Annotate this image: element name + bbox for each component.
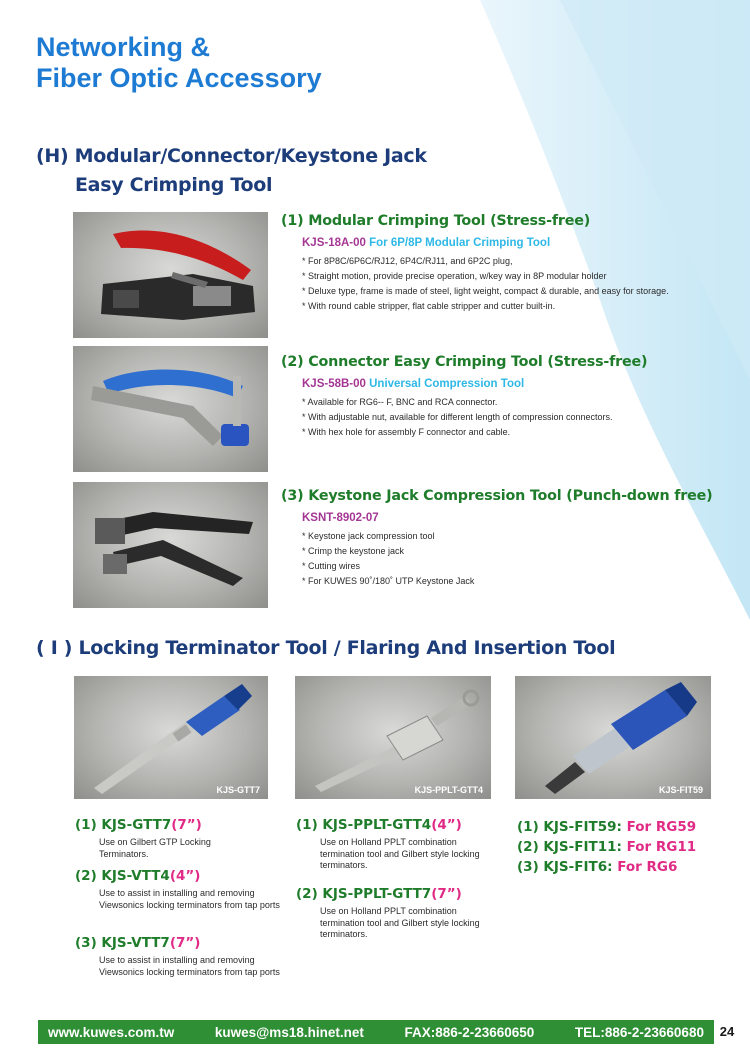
model-code: KJS-18A-00: [302, 237, 366, 249]
fit-item: (3) KJS-FIT6: For RG6: [517, 859, 678, 875]
fit-item: (1) KJS-FIT59: For RG59: [517, 819, 697, 835]
vtt4-item: [75, 868, 299, 911]
compression-tool-photo: [73, 346, 268, 472]
section-i-heading: ( I ) Locking Terminator Tool / Flaring And Insertion Tool: [36, 637, 616, 659]
item-title: (1) KJS-PPLT-GTT4(4”): [296, 817, 462, 833]
item-desc: Use to assist in installing and removing Viewsonics locking terminators from tap ports: [99, 955, 280, 977]
feature-item: * With adjustable nut, available for different length of compression connectors.: [302, 412, 613, 422]
item-desc: Use on Holland PPLT combination termination tool and Gilbert style locking terminators.: [320, 906, 480, 939]
tool-model: [302, 511, 731, 526]
keystone-tool-photo: [73, 482, 268, 608]
feature-item: * Crimp the keystone jack: [302, 546, 405, 556]
insertion-tool-photo: [515, 676, 711, 799]
item-desc: Use on Gilbert GTP Locking Terminators.: [99, 837, 211, 859]
photo-caption: KJS-FIT59: [658, 785, 703, 795]
gtt7-item: [75, 817, 249, 860]
flaring-tool-photo: [295, 676, 491, 799]
feature-item: * With round cable stripper, flat cable stripper and cutter built-in.: [302, 301, 556, 311]
footer-fax: FAX:886-2-23660650: [404, 1024, 535, 1040]
footer-bar: [38, 1020, 714, 1044]
feature-item: * Cutting wires: [302, 561, 361, 571]
page-number: 24: [719, 1024, 735, 1039]
feature-item: * Deluxe type, frame is made of steel, light weight, compact & durable, and easy for storage.: [302, 286, 669, 296]
item-desc: Use to assist in installing and removing Viewsonics locking terminators from tap ports: [99, 888, 280, 910]
feature-list: [281, 254, 731, 314]
feature-item: * With hex hole for assembly F connector and cable.: [302, 427, 511, 437]
screwdriver-tool-photo: [74, 676, 268, 799]
feature-list: [281, 529, 731, 589]
item-desc: Use on Holland PPLT combination termination tool and Gilbert style locking terminators.: [320, 837, 480, 870]
fit-list: [517, 817, 696, 877]
section-h-line2: Easy Crimping Tool: [75, 174, 273, 196]
item-title: (2) KJS-VTT4(4”): [75, 868, 201, 884]
page-title-line1: Networking &: [36, 32, 211, 62]
feature-item: * Straight motion, provide precise operation, w/key way in 8P modular holder: [302, 271, 607, 281]
section-h-line1: (H) Modular/Connector/Keystone Jack: [36, 145, 427, 167]
tool-title: (2) Connector Easy Crimping Tool (Stress-free): [281, 354, 648, 370]
feature-item: * For 8P8C/6P6C/RJ12, 6P4C/RJ11, and 6P2C plug,: [302, 256, 513, 266]
feature-item: * For KUWES 90˚/180˚ UTP Keystone Jack: [302, 576, 475, 586]
feature-item: * Available for RG6-- F, BNC and RCA connector.: [302, 397, 498, 407]
feature-item: * Keystone jack compression tool: [302, 531, 435, 541]
footer-website[interactable]: www.kuwes.com.tw: [48, 1024, 175, 1040]
tool-title: (1) Modular Crimping Tool (Stress-free): [281, 213, 591, 229]
page-title-line2: Fiber Optic Accessory: [36, 63, 322, 93]
tool-model: [302, 377, 731, 392]
feature-list: [281, 395, 731, 440]
section-h-heading: [36, 142, 427, 200]
tool-block-2: [281, 353, 731, 440]
crimping-tool-photo: [73, 212, 268, 338]
model-code: KSNT-8902-07: [302, 512, 379, 524]
photo-caption: KJS-PPLT-GTT4: [414, 785, 483, 795]
page-title: [36, 32, 322, 94]
item-title: (1) KJS-GTT7(7”): [75, 817, 202, 833]
vtt7-item: [75, 935, 299, 978]
model-desc: Universal Compression Tool: [365, 378, 525, 390]
tool-title: (3) Keystone Jack Compression Tool (Punch-down free): [281, 488, 713, 504]
footer-tel: TEL:886-2-23660680: [574, 1024, 704, 1040]
item-title: (2) KJS-PPLT-GTT7(7”): [296, 886, 462, 902]
fit-item: (2) KJS-FIT11: For RG11: [517, 839, 697, 855]
photo-caption: KJS-GTT7: [216, 785, 260, 795]
tool-block-3: [281, 487, 731, 589]
tool-block-1: [281, 212, 731, 314]
pplt-gtt4-item: [296, 817, 480, 872]
pplt-gtt7-item: [296, 886, 480, 941]
model-code: KJS-58B-00: [302, 378, 366, 390]
footer-email[interactable]: kuwes@ms18.hinet.net: [214, 1024, 364, 1040]
model-desc: For 6P/8P Modular Crimping Tool: [365, 237, 551, 249]
tool-model: [302, 236, 731, 251]
item-title: (3) KJS-VTT7(7”): [75, 935, 201, 951]
